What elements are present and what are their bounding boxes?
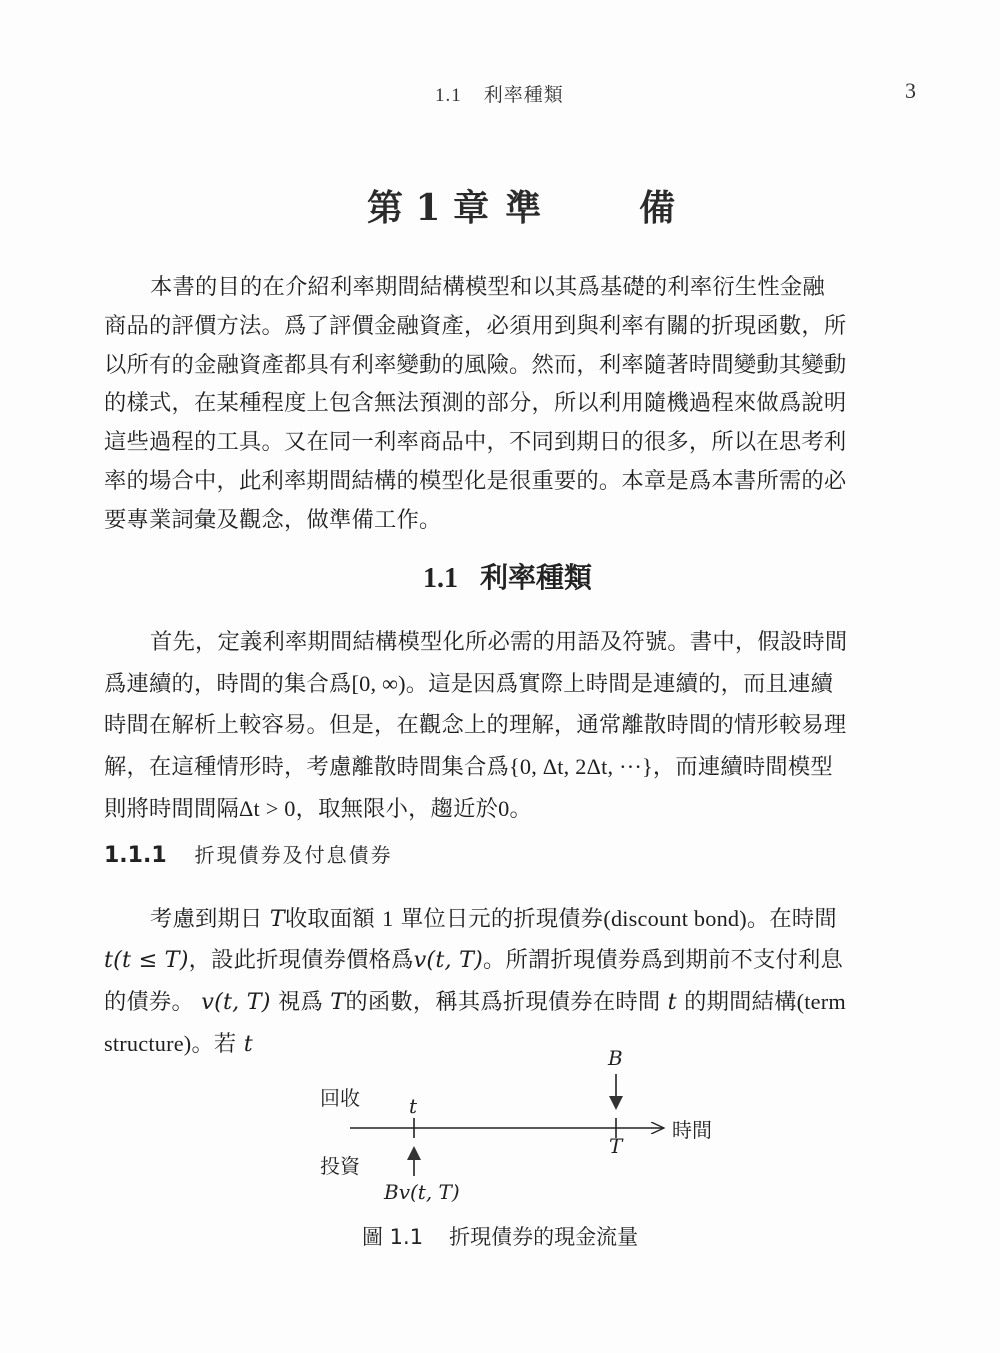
text-run: ，設此折現債券價格爲 <box>188 947 414 973</box>
text-run: 的期間結構 <box>684 989 797 1015</box>
label-time-axis: 時間 <box>672 1118 712 1142</box>
math-v-t-T: v(t, T) <box>413 947 484 973</box>
section-line <box>104 663 930 705</box>
intro-line: 要專業詞彙及觀念，做準備工作。 <box>104 506 442 533</box>
subsection-title-text: 折現債券及付息債券 <box>194 843 393 867</box>
math-one: 1 <box>382 906 394 931</box>
section-line <box>104 788 930 830</box>
label-receive: 回收 <box>320 1086 360 1110</box>
english-term: (discount bond) <box>603 906 747 931</box>
math-t-condition: t(t ≤ T) <box>104 947 189 973</box>
subsection-number: 1.1.1 <box>104 843 167 868</box>
chapter-title-char-2: 備 <box>639 187 676 229</box>
label-tick-T: T <box>609 1134 623 1158</box>
english-term: structure) <box>104 1031 192 1056</box>
running-head-section-number: 1.1 <box>435 85 462 106</box>
chapter-title <box>367 180 675 231</box>
text-run: 考慮到期日 <box>150 906 263 932</box>
text-run: 收取面額 <box>284 906 375 932</box>
math-discrete-set: {0, Δt, 2Δt, ···} <box>508 754 653 779</box>
label-invest: 投資 <box>320 1154 360 1178</box>
text-run: 視爲 <box>278 989 323 1015</box>
math-T: T <box>269 906 285 932</box>
text-run: 解，在這種情形時，考慮離散時間集合爲 <box>104 754 509 780</box>
text-run: 的函數，稱其爲折現債券在時間 <box>345 989 661 1015</box>
intro-line: 的樣式，在某種程度上包含無法預測的部分，所以利用隨機過程來做爲說明 <box>104 390 847 417</box>
label-arrow-B: B <box>608 1046 623 1070</box>
text-run: 。 <box>509 796 532 822</box>
math-zero: 0 <box>498 796 510 821</box>
figure-caption <box>362 1221 638 1251</box>
figure-caption-prefix: 圖 1.1 <box>362 1225 424 1249</box>
label-tick-t: t <box>409 1094 418 1118</box>
math-t: t <box>243 1031 253 1057</box>
intro-line: 率的場合中，此利率期間結構的模型化是很重要的。本章是爲本書所需的必 <box>104 467 847 494</box>
section-paragraph <box>104 622 930 830</box>
chapter-title-char-1: 準 <box>505 187 542 229</box>
label-arrow-Bv: Bv(t, T) <box>384 1180 460 1204</box>
math-interval: [0, ∞) <box>351 671 406 696</box>
text-run: 則將時間間隔 <box>104 796 239 822</box>
page-number: 3 <box>905 78 916 103</box>
subsection-line <box>104 898 930 940</box>
text-run: ，取無限小，趨近於 <box>295 796 499 822</box>
section-number: 1.1 <box>423 563 458 594</box>
section-line: 首先，定義利率期間結構模型化所必需的用語及符號。書中，假設時間 <box>150 629 848 655</box>
intro-line: 本書的目的在介紹利率期間結構模型和以其爲基礎的利率衍生性金融 <box>150 274 825 300</box>
running-head-section-title: 利率種類 <box>483 84 564 106</box>
text-run: 。這是因爲實際上時間是連續的，而且連續 <box>405 671 834 697</box>
math-v-t-T: v(t, T) <box>201 989 271 1015</box>
intro-line: 這些過程的工具。又在同一利率商品中，不同到期日的很多，所以在思考利 <box>104 429 847 456</box>
intro-line: 以所有的金融資產都具有利率變動的風險。然而，利率隨著時間變動其變動 <box>104 351 847 378</box>
figure-cash-flow <box>300 1040 740 1210</box>
subsection-line <box>104 981 930 1023</box>
intro-paragraph <box>104 268 930 540</box>
math-T: T <box>330 989 346 1015</box>
subsection-line <box>104 940 930 981</box>
intro-line: 商品的評價方法。爲了評價金融資產，必須用到與利率有關的折現函數，所 <box>104 312 847 339</box>
text-run: 。若 <box>191 1031 237 1057</box>
arrow-invest-head <box>407 1146 421 1160</box>
text-run: 。在時間 <box>746 906 837 932</box>
section-title-text: 利率種類 <box>480 561 593 594</box>
text-run: 的債券。 <box>104 989 194 1015</box>
running-head <box>435 80 564 107</box>
math-delta-t: Δt > 0 <box>238 796 296 821</box>
text-run: 。所謂折現債券爲到期前不支付利息 <box>483 947 843 973</box>
arrow-receive-head <box>609 1096 623 1110</box>
section-line: 時間在解析上較容易。但是，在觀念上的理解，通常離散時間的情形較易理 <box>104 712 847 738</box>
math-t: t <box>667 989 677 1015</box>
section-line <box>104 746 930 788</box>
english-term: (term <box>796 989 846 1014</box>
subsection-title <box>104 839 393 868</box>
text-run: ，而連續時間模型 <box>652 754 833 780</box>
chapter-prefix: 第 1 章 <box>367 187 490 229</box>
text-run: 爲連續的，時間的集合爲 <box>104 671 352 697</box>
figure-caption-text: 折現債券的現金流量 <box>449 1225 639 1249</box>
section-title <box>423 556 592 596</box>
text-run: 單位日元的折現債券 <box>400 906 604 932</box>
